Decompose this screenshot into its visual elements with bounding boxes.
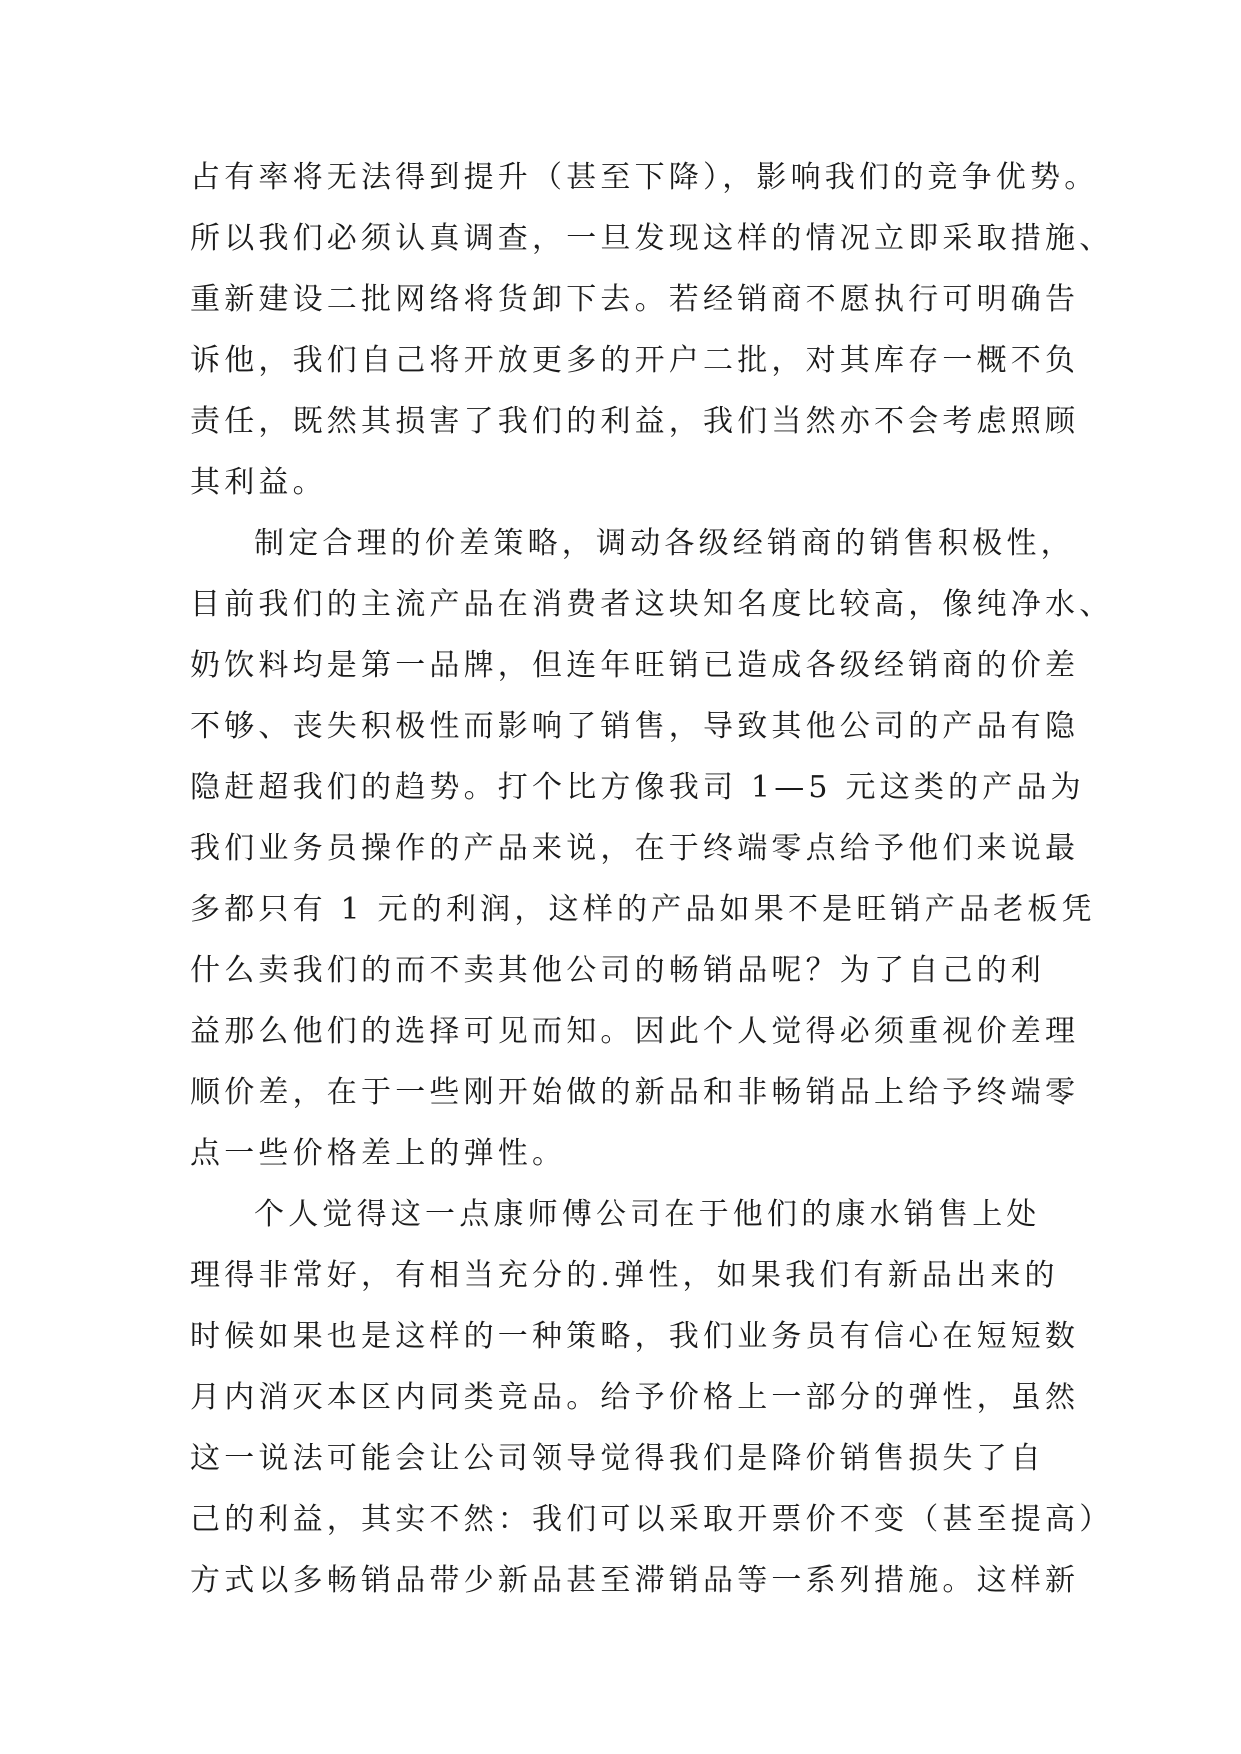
text-line: 目前我们的主流产品在消费者这块知名度比较高，像纯净水、 bbox=[190, 587, 1114, 622]
text-line: 这一说法可能会让公司领导觉得我们是降价销售损失了自 bbox=[190, 1441, 1045, 1476]
text-line: 所以我们必须认真调查，一旦发现这样的情况立即采取措施、 bbox=[190, 221, 1114, 256]
text-line: 奶饮料均是第一品牌，但连年旺销已造成各级经销商的价差 bbox=[190, 648, 1080, 683]
text-line: 顺价差，在于一些刚开始做的新品和非畅销品上给予终端零 bbox=[190, 1075, 1080, 1110]
text-line: 多都只有 1 元的利润，这样的产品如果不是旺销产品老板凭 bbox=[190, 892, 1096, 927]
text-line: 责任，既然其损害了我们的利益，我们当然亦不会考虑照顾 bbox=[190, 404, 1080, 439]
text-line: 什么卖我们的而不卖其他公司的畅销品呢？为了自己的利 bbox=[190, 953, 1045, 988]
text-line: 隐赶超我们的趋势。打个比方像我司 1—5 元这类的产品为 bbox=[190, 770, 1085, 805]
text-line: 其利益。 bbox=[190, 465, 327, 500]
text-line: 诉他，我们自己将开放更多的开户二批，对其库存一概不负 bbox=[190, 343, 1080, 378]
text-line: 己的利益，其实不然：我们可以采取开票价不变（甚至提高） bbox=[190, 1502, 1114, 1537]
text-line: 理得非常好，有相当充分的.弹性，如果我们有新品出来的 bbox=[190, 1258, 1059, 1293]
text-line: 益那么他们的选择可见而知。因此个人觉得必须重视价差理 bbox=[190, 1014, 1080, 1049]
paragraph-first-line: 制定合理的价差策略，调动各级经销商的销售积极性， bbox=[254, 526, 1075, 561]
text-line: 我们业务员操作的产品来说，在于终端零点给予他们来说最 bbox=[190, 831, 1080, 866]
text-line: 占有率将无法得到提升（甚至下降），影响我们的竞争优势。 bbox=[190, 160, 1099, 195]
text-line: 重新建设二批网络将货卸下去。若经销商不愿执行可明确告 bbox=[190, 282, 1080, 317]
text-line: 月内消灭本区内同类竞品。给予价格上一部分的弹性，虽然 bbox=[190, 1380, 1080, 1415]
text-line: 点一些价格差上的弹性。 bbox=[190, 1136, 567, 1171]
text-line: 不够、丧失积极性而影响了销售，导致其他公司的产品有隐 bbox=[190, 709, 1080, 744]
text-line: 方式以多畅销品带少新品甚至滞销品等一系列措施。这样新 bbox=[190, 1563, 1080, 1598]
text-line: 时候如果也是这样的一种策略，我们业务员有信心在短短数 bbox=[190, 1319, 1080, 1354]
paragraph-first-line: 个人觉得这一点康师傅公司在于他们的康水销售上处 bbox=[254, 1197, 1041, 1232]
